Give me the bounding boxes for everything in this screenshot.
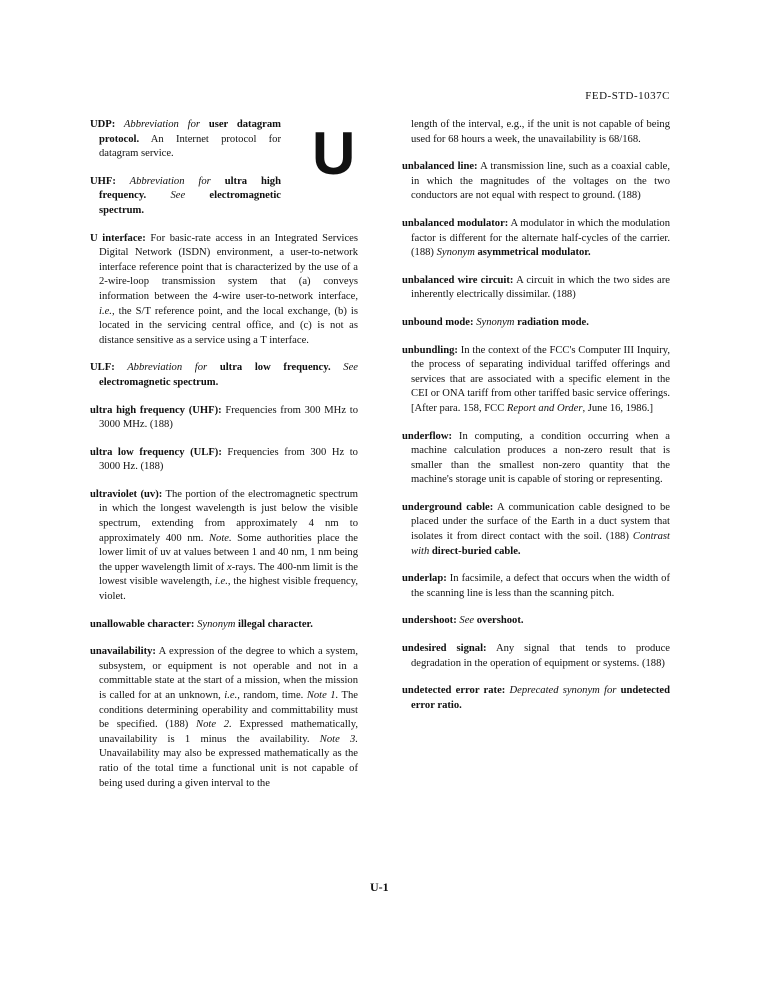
entry-term: UHF: [90, 175, 116, 187]
right-column [402, 118, 670, 726]
glossary-entry [402, 217, 670, 261]
left-column [90, 118, 358, 804]
entry-text: Expressed mathematically, unavailability is 1 minus the availability. [99, 719, 358, 745]
entry-term: undetected error rate: [402, 685, 506, 697]
glossary-entry [90, 118, 281, 162]
entry-text: Frequencies from 300 MHz to 3000 MHz. (188) [99, 404, 358, 431]
glossary-entry [90, 404, 358, 433]
entry-text: Note 3. [319, 733, 358, 745]
glossary-entry [402, 430, 670, 488]
entry-text: random, time. [239, 690, 307, 701]
entry-text: For basic-rate access in an Integrated Services Digital Network (ISDN) environment, a user-to-network interface reference point that is characterized by the use of a 2-wire-loop transmission system that (a) conveys information between the 4-wire user-to-network interface, [99, 232, 358, 302]
entry-term: ULF: [90, 362, 115, 374]
cross-reference: direct-buried cable. [429, 545, 521, 557]
entry-text: Unavailability may also be expressed mathematically as the ratio of the total time a functional unit is not capable of being used during a given interval to the [99, 748, 358, 789]
entry-term: U interface: [90, 232, 146, 244]
entry-text: Synonym [194, 618, 238, 630]
glossary-entry [90, 446, 358, 475]
entry-text: x [226, 561, 232, 573]
entry-text: Note. [208, 532, 232, 544]
entry-text: In computing, a condition occurring when a machine calculation produces a non-zero result that is smaller than the smallest non-zero quantity that the machine's storage unit is capable of storing or representing. [411, 430, 670, 486]
entry-term: underlap: [402, 573, 447, 585]
entry-text: Frequencies from 300 Hz to 3000 Hz. (188) [99, 446, 358, 473]
entry-term: ultra high frequency (UHF): [90, 404, 222, 416]
entry-term: unallowable character: [90, 618, 195, 630]
glossary-entry [90, 645, 358, 791]
glossary-entry [402, 274, 670, 303]
page-number: U-1 [370, 880, 389, 894]
entry-text: See [330, 362, 358, 374]
glossary-entry [402, 501, 670, 559]
page-header: FED-STD-1037C [585, 90, 670, 102]
entry-text: Note 1. [306, 690, 339, 701]
entry-term: unbundling: [402, 344, 458, 356]
glossary-entry [402, 118, 670, 147]
entry-text: Report and Order [506, 402, 583, 414]
glossary-entry [90, 361, 358, 390]
entry-text: -rays. The 400-nm limit is the lowest visible wavelength, [99, 561, 359, 588]
entry-text: Note 2. [196, 719, 232, 731]
entry-text: , June 16, 1986.] [582, 402, 654, 414]
cross-reference: electromagnetic spectrum. [99, 190, 281, 216]
entry-text: A communication cable designed to be placed under the surface of the Earth in a duct system that isolates it from direct contact with the soil. (188) [411, 501, 671, 543]
entry-term: undershoot: [402, 615, 457, 627]
entry-text: A expression of the degree to which a system, subsystem, or equipment is not operable and not in a committable state at the start of a mission, when the mission is called for at an unknown, [99, 646, 358, 701]
cross-reference: overshoot. [476, 615, 524, 627]
entry-text: Synonym [436, 247, 475, 259]
entry-term: underground cable: [402, 501, 494, 513]
entry-text: i.e., [214, 576, 231, 588]
entry-text: i.e., [99, 305, 115, 317]
glossary-entry [90, 232, 358, 349]
cross-reference: undetected error ratio. [411, 685, 670, 711]
entry-text: In facsimile, a defect that occurs when the width of the scanning line is less than the scanning pitch. [411, 573, 670, 599]
entry-text: Contrast with [411, 531, 670, 557]
glossary-entry [402, 316, 670, 331]
entry-term: unbalanced wire circuit: [402, 274, 514, 286]
cross-reference: user datagram protocol. [99, 119, 281, 145]
entry-text: Any signal that tends to produce degradation in the operation of equipment or systems. (188) [411, 643, 671, 669]
cross-reference: illegal character. [238, 618, 313, 630]
entry-term: ultraviolet (uv): [90, 488, 163, 500]
entry-text: The conditions determining operability and committability must be specified. (188) [99, 690, 359, 731]
entry-text: Abbreviation for [114, 362, 220, 374]
glossary-entry [402, 642, 670, 671]
glossary-entry [402, 614, 670, 629]
entry-text: Abbreviation for [115, 119, 209, 130]
entry-term: undesired signal: [402, 643, 487, 655]
entry-term: unavailability: [90, 646, 156, 658]
cross-reference: electromagnetic spectrum. [99, 376, 219, 388]
entry-text: the highest visible frequency, violet. [99, 576, 358, 603]
entry-text: length of the interval, e.g., if the unit is not capable of being used for 68 hours a week, the unavailability is 68/168. [411, 119, 670, 145]
section-letter: U [312, 120, 356, 187]
cross-reference: ultra high frequency. [99, 175, 281, 202]
entry-text: A circuit in which the two sides are inherently electrically dissimilar. (188) [411, 274, 670, 301]
cross-reference: radiation mode. [517, 316, 589, 328]
glossary-entry [90, 618, 358, 633]
entry-text: Deprecated synonym for [505, 685, 621, 697]
entry-text: Some authorities place the lower limit of uv at values between 1 and 40 nm, 1 nm being the upper wavelength limit of [99, 532, 358, 573]
entry-text: the S/T reference point, and the local exchange, (b) is located in the servicing central office, and (c) is not as distance sensitive as a service using a T interface. [99, 305, 358, 346]
cross-reference: ultra low frequency. [219, 362, 331, 374]
entry-term: UDP: [90, 119, 116, 130]
entry-term: underflow: [402, 430, 453, 442]
glossary-entry [402, 684, 670, 713]
entry-text: i.e., [224, 690, 240, 701]
entry-text: The portion of the electromagnetic spectrum in which the longest wavelength is just below the visible spectrum, extending from approximately 4 nm to approximately 400 nm. [99, 488, 358, 544]
entry-term: unbound mode: [402, 316, 474, 328]
entry-term: ultra low frequency (ULF): [90, 446, 222, 458]
entry-term: unbalanced line: [402, 161, 478, 173]
entry-text: Abbreviation for [115, 175, 225, 187]
glossary-entry [402, 344, 670, 417]
entry-text: An Internet protocol for datagram service. [99, 133, 281, 160]
entry-text: See [456, 615, 477, 627]
glossary-entry [90, 488, 358, 605]
entry-text: See [146, 190, 210, 202]
entry-text: A modulator in which the modulation factor is different for the alternate half-cycles of the carrier. (188) [411, 217, 671, 259]
glossary-entry [402, 160, 670, 204]
entry-term: unbalanced modulator: [402, 217, 509, 229]
entry-text: A transmission line, such as a coaxial cable, in which the magnitudes of the voltages on the two conductors are not equal with respect to ground. (188) [411, 161, 670, 202]
entry-text: In the context of the FCC's Computer III Inquiry, the process of separating individual tariffed offerings and services that are associated with a specific element in the CEI or ONA tariff from other tariffed basic service offerings. [After para. 158, FCC [411, 344, 670, 414]
entry-text: Synonym [473, 316, 518, 328]
glossary-entry [90, 175, 281, 219]
glossary-entry [402, 572, 670, 601]
cross-reference: asymmetrical modulator. [474, 247, 591, 259]
